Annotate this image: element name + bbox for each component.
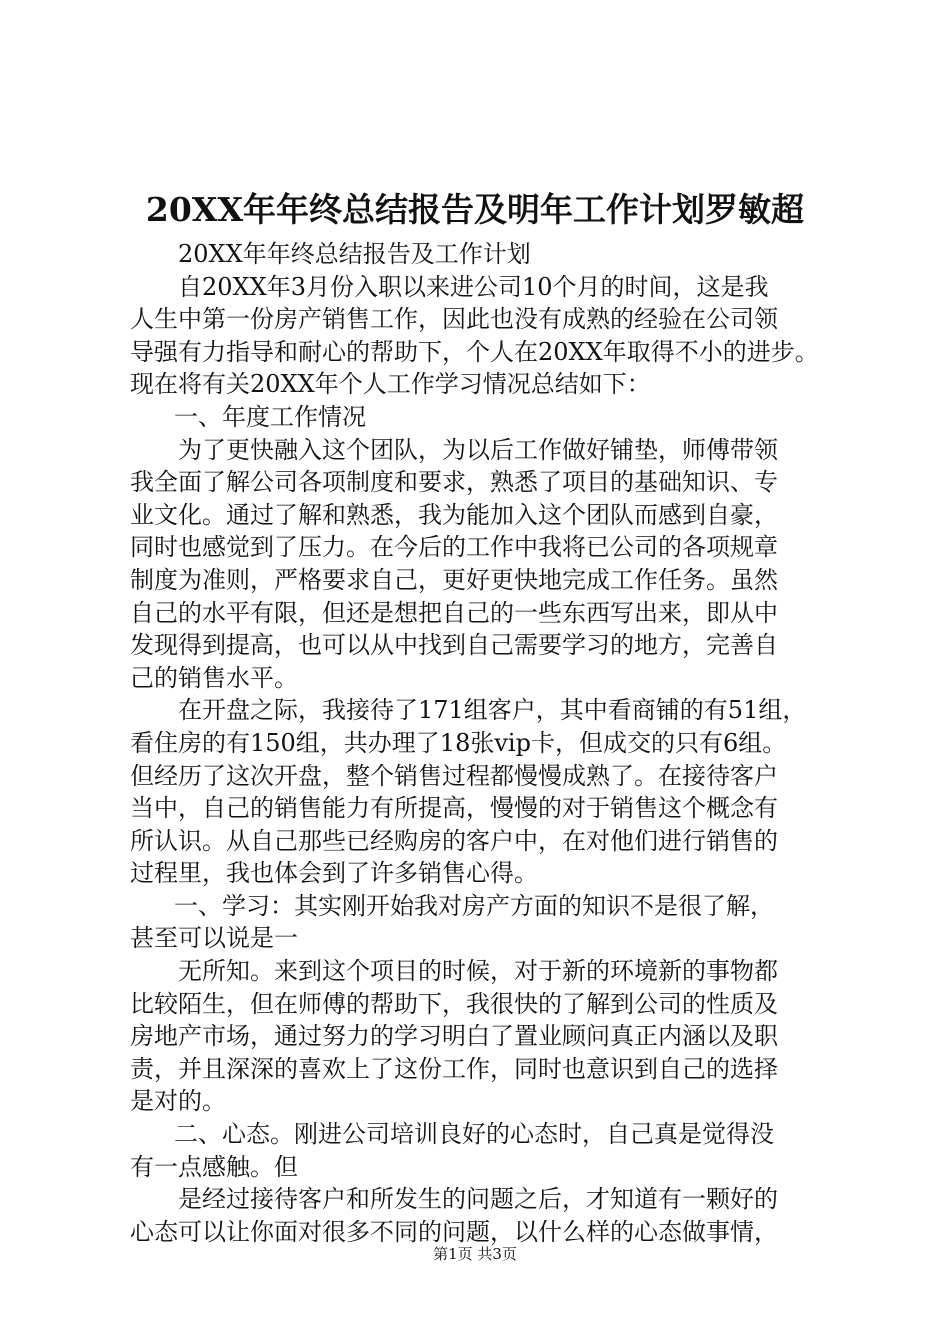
paragraph-line: 自20XX年3月份入职以来进公司10个月的时间，这是我 [178, 272, 769, 301]
paragraph-line: 人生中第一份房产销售工作，因此也没有成熟的经验在公司领 [130, 305, 778, 334]
paragraph-line: 同时也感觉到了压力。在今后的工作中我将已公司的各项规章 [130, 533, 778, 562]
paragraph-line: 是经过接待客户和所发生的问题之后，才知道有一颗好的 [178, 1185, 778, 1214]
paragraph-line: 业文化。通过了解和熟悉，我为能加入这个团队而感到自豪， [130, 500, 778, 529]
paragraph-line: 但经历了这次开盘，整个销售过程都慢慢成熟了。在接待客户 [130, 761, 778, 790]
paragraph-line: 看住房的有150组，共办理了18张vip卡，但成交的只有6组。 [130, 728, 787, 757]
paragraph-line: 我全面了解公司各项制度和要求，熟悉了项目的基础知识、专 [130, 468, 778, 497]
paragraph-line: 为了更快融入这个团队，为以后工作做好铺垫，师傅带领 [178, 435, 778, 464]
paragraph-line: 当中，自己的销售能力有所提高，慢慢的对于销售这个概念有 [130, 794, 778, 823]
section-heading: 一、年度工作情况 [174, 402, 366, 431]
paragraph-line: 二、心态。刚进公司培训良好的心态时，自己真是觉得没 [174, 1120, 774, 1149]
paragraph-line: 无所知。来到这个项目的时候，对于新的环境新的事物都 [178, 957, 778, 986]
paragraph-line: 比较陌生，但在师傅的帮助下，我很快的了解到公司的性质及 [130, 989, 778, 1018]
paragraph-line: 有一点感触。但 [130, 1152, 298, 1181]
paragraph-line: 自己的水平有限，但还是想把自己的一些东西写出来，即从中 [130, 598, 778, 627]
paragraph-line: 发现得到提高，也可以从中找到自己需要学习的地方，完善自 [130, 631, 778, 660]
paragraph-line: 房地产市场，通过努力的学习明白了置业顾问真正内涵以及职 [130, 1022, 778, 1051]
paragraph-line: 己的销售水平。 [130, 663, 298, 692]
paragraph-line: 过程里，我也体会到了许多销售心得。 [130, 859, 538, 888]
paragraph-line: 一、学习：其实刚开始我对房产方面的知识不是很了解， [174, 891, 774, 920]
document-body [130, 238, 830, 1248]
paragraph-line: 制度为准则，严格要求自己，更好更快地完成工作任务。虽然 [130, 565, 778, 594]
paragraph-line: 导强有力指导和耐心的帮助下，个人在20XX年取得不小的进步。 [130, 337, 819, 366]
page-number-footer: 第1页 共3页 [433, 1245, 517, 1263]
document-title: 20XX年年终总结报告及明年工作计划罗敏超 [145, 190, 805, 229]
paragraph-line: 甚至可以说是一 [130, 924, 298, 953]
paragraph-line: 责，并且深深的喜欢上了这份工作，同时也意识到自己的选择 [130, 1054, 778, 1083]
paragraph-line: 在开盘之际，我接待了171组客户，其中看商铺的有51组， [178, 696, 807, 725]
paragraph-line: 现在将有关20XX年个人工作学习情况总结如下： [130, 370, 651, 399]
subtitle-line: 20XX年年终总结报告及工作计划 [178, 240, 531, 268]
paragraph-line: 所认识。从自己那些已经购房的客户中，在对他们进行销售的 [130, 826, 778, 855]
paragraph-line: 是对的。 [130, 1087, 226, 1116]
paragraph-line: 心态可以让你面对很多不同的问题，以什么样的心态做事情， [130, 1217, 778, 1246]
